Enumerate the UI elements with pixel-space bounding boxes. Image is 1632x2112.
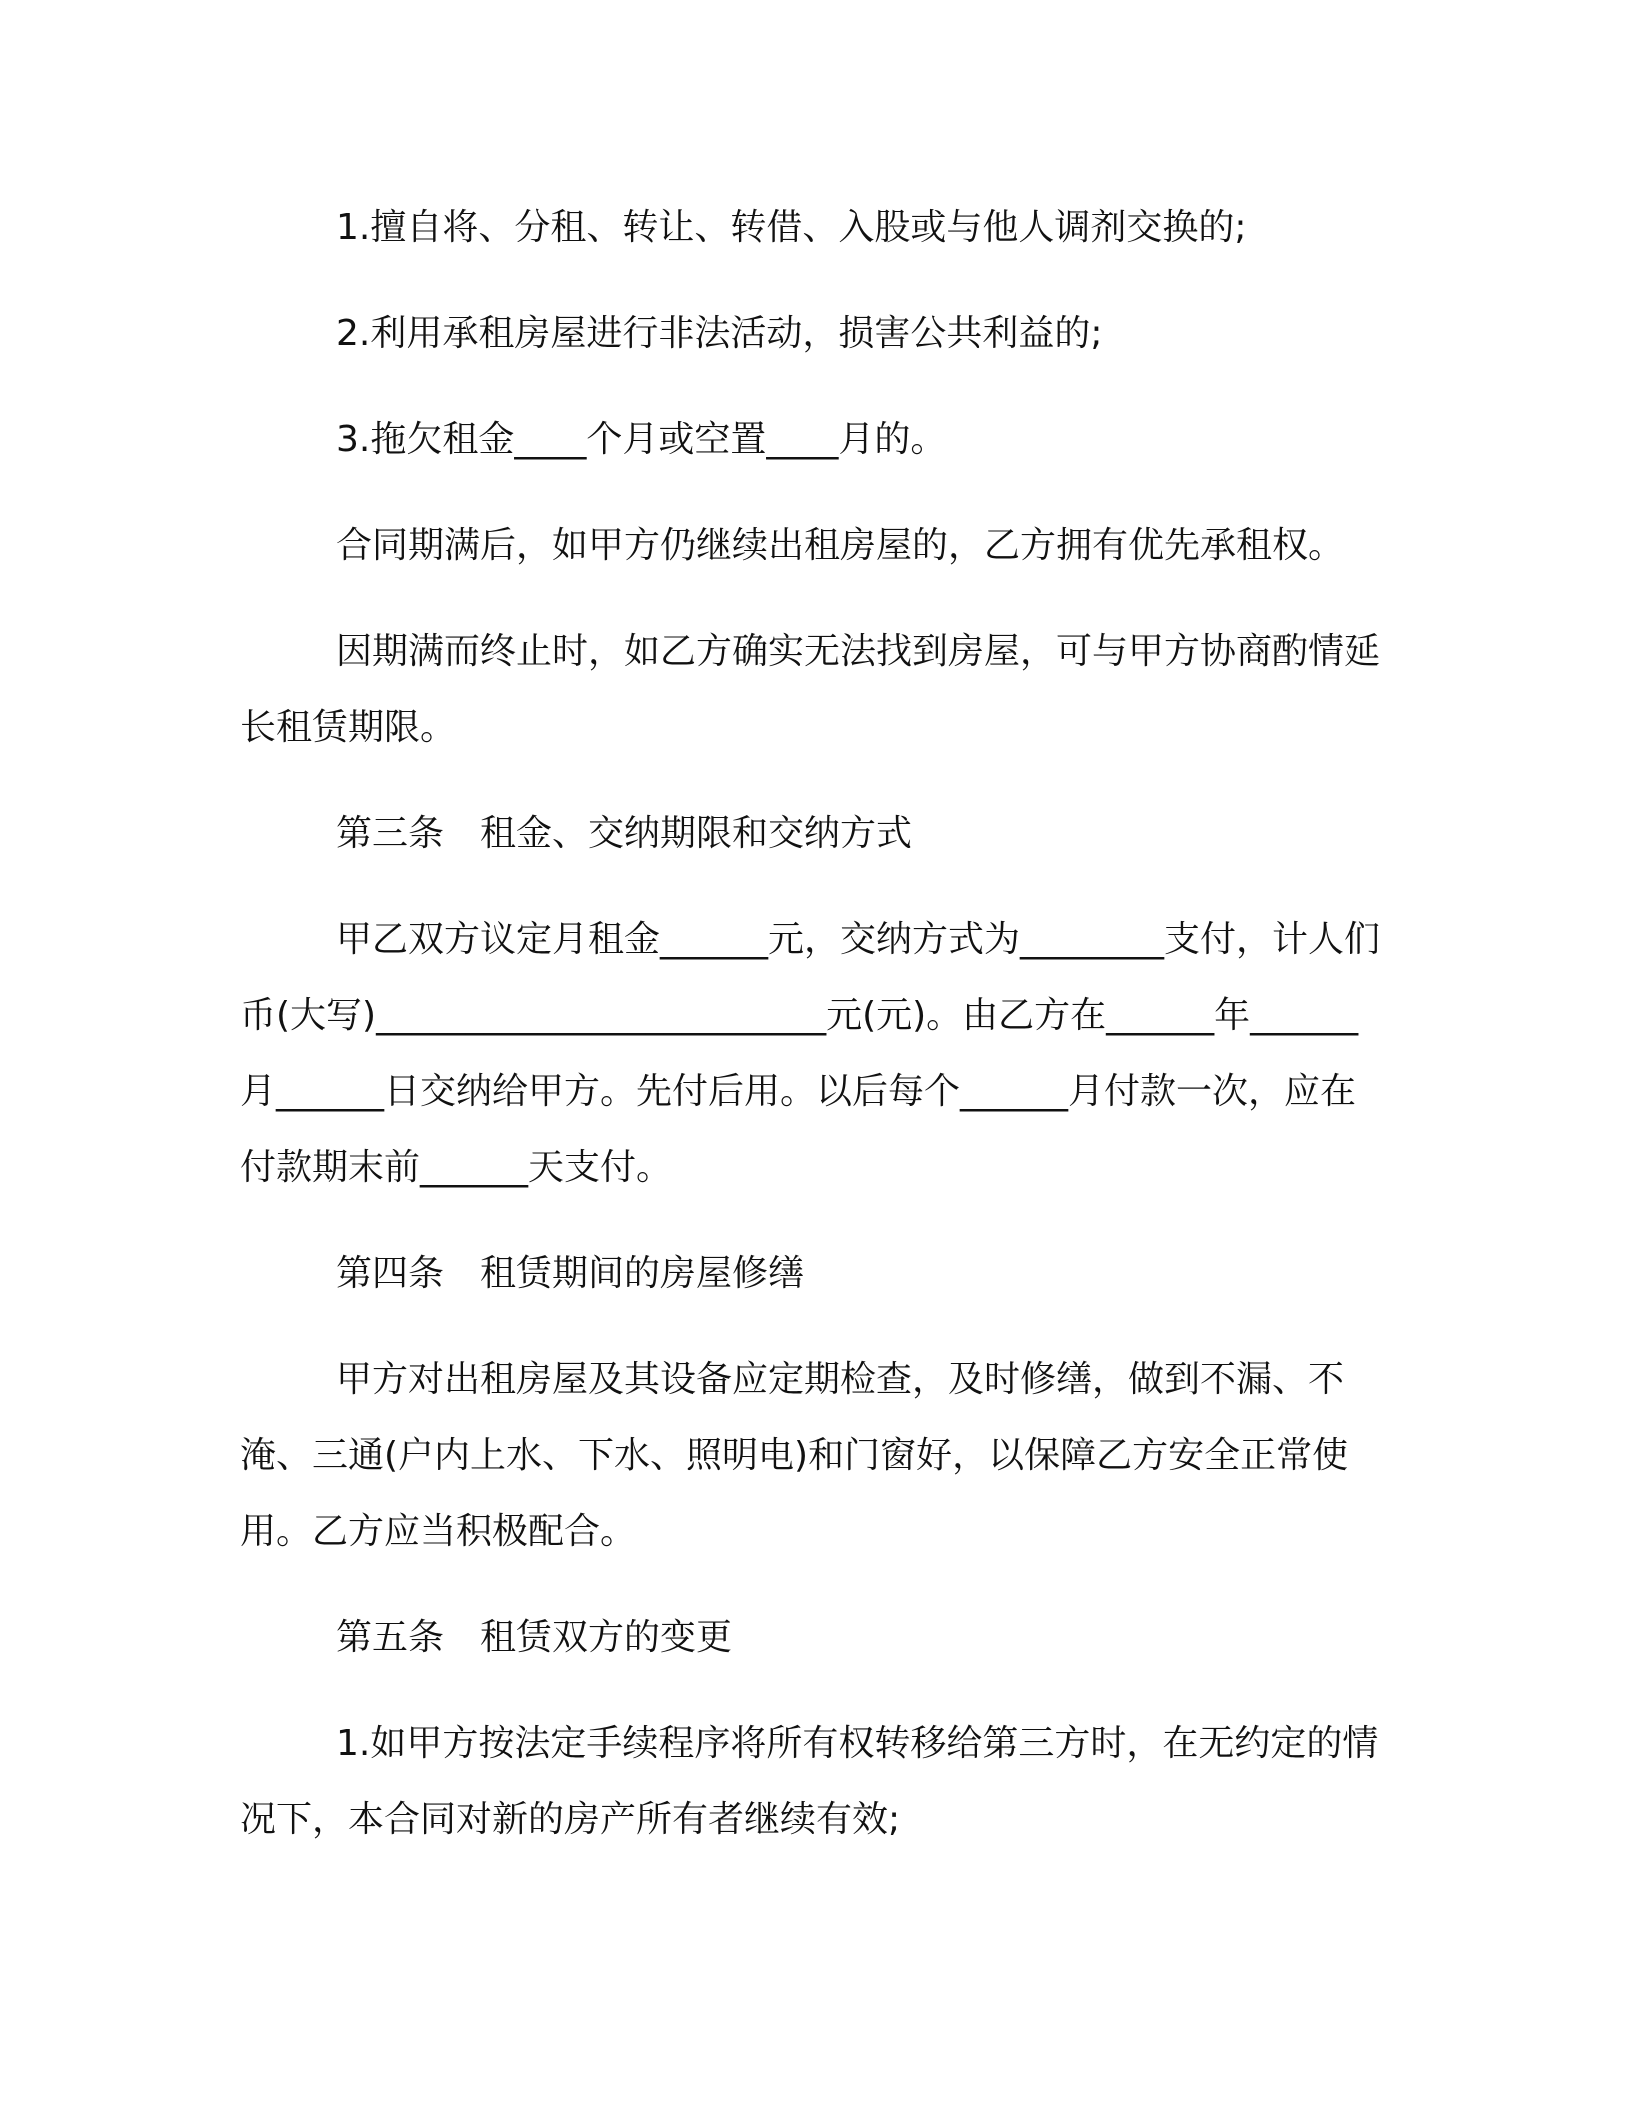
clause-item-1: 1.擅自将、分租、转让、转借、入股或与他人调剂交换的; — [336, 207, 1247, 248]
paragraph-renewal-priority: 合同期满后，如甲方仍继续出租房屋的，乙方拥有优先承租权。 — [336, 525, 1345, 566]
article-4-body: 甲方对出租房屋及其设备应定期检查，及时修缮，做到不漏、不淹、三通(户内上水、下水、照明电)和门窗好，以保障乙方安全正常使用。乙方应当积极配合。 — [240, 1359, 1349, 1552]
document-body — [240, 190, 1380, 1888]
paragraph-extension: 因期满而终止时，如乙方确实无法找到房屋，可与甲方协商酌情延长租赁期限。 — [240, 631, 1381, 748]
article-3-heading: 第三条 租金、交纳期限和交纳方式 — [336, 813, 913, 854]
article-3-body: 甲乙双方议定月租金______元，交纳方式为________支付，计人们币(大写)_________________________元(元)。由乙方在______年______月______日交纳给甲方。先付后用。以后每个______月付款一次，应在付款期末前______天支付。 — [240, 919, 1381, 1188]
article-5-heading: 第五条 租赁双方的变更 — [336, 1617, 733, 1658]
clause-item-2: 2.利用承租房屋进行非法活动，损害公共利益的; — [336, 313, 1103, 354]
article-5-item-1: 1.如甲方按法定手续程序将所有权转移给第三方时，在无约定的情况下，本合同对新的房产所有者继续有效; — [240, 1723, 1379, 1840]
article-4-heading: 第四条 租赁期间的房屋修缮 — [336, 1253, 805, 1294]
clause-item-3: 3.拖欠租金____个月或空置____月的。 — [336, 419, 947, 460]
